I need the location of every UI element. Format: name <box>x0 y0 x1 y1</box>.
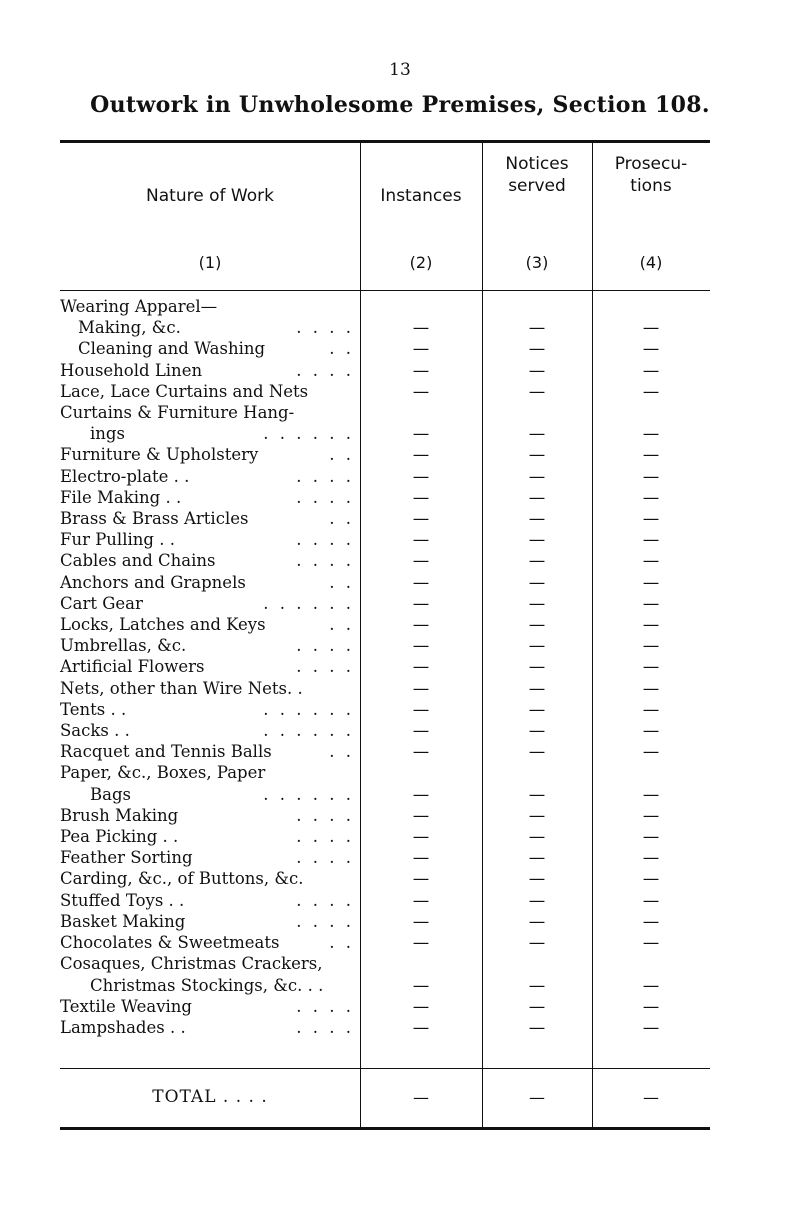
header-number: (3) <box>525 253 549 272</box>
leader-dots: . . . . <box>296 996 354 1016</box>
instances-cell: — <box>412 975 430 995</box>
instances-cell: — <box>412 721 430 741</box>
nature-of-work-text: Feather Sorting <box>60 848 193 868</box>
notices-cell: — <box>528 848 546 868</box>
nature-of-work-cell <box>60 593 360 614</box>
prosecutions-cell: — <box>642 657 660 677</box>
prosecutions-cell: — <box>642 572 660 592</box>
nature-of-work-cell <box>60 508 360 529</box>
instances-cell: — <box>412 636 430 656</box>
leader-dots: . . . . <box>296 911 354 931</box>
prosecutions-cell: — <box>642 424 660 444</box>
nature-of-work-cell <box>60 317 360 338</box>
notices-cell: — <box>528 933 546 953</box>
nature-of-work-text: Brush Making <box>60 805 179 825</box>
leader-dots: . . . . <box>296 318 354 338</box>
nature-of-work-cell <box>60 762 360 804</box>
instances-cell: — <box>412 657 430 677</box>
nature-of-work-cell <box>60 296 360 317</box>
instances-cell: — <box>412 615 430 635</box>
prosecutions-cell: — <box>642 466 660 486</box>
nature-of-work-text: Chocolates & Sweetmeats <box>60 933 280 953</box>
prosecutions-cell: — <box>642 636 660 656</box>
instances-cell: — <box>412 678 430 698</box>
prosecutions-cell: — <box>642 721 660 741</box>
notices-cell: — <box>528 784 546 804</box>
nature-of-work-cell <box>60 466 360 487</box>
header-instances <box>360 143 482 290</box>
notices-cell: — <box>528 890 546 910</box>
nature-of-work-text: Sacks . . <box>60 721 130 741</box>
nature-of-work-text: Tents . . <box>60 699 127 719</box>
table-body <box>60 296 710 1038</box>
prosecutions-cell: — <box>642 318 660 338</box>
table-row <box>60 466 710 487</box>
leader-dots: . . . . . . <box>263 424 354 444</box>
nature-of-work-cell <box>60 996 360 1017</box>
leader-dots: . . <box>329 339 354 359</box>
total-notices: — <box>529 1087 545 1107</box>
nature-of-work-cell <box>60 614 360 635</box>
notices-cell: — <box>528 699 546 719</box>
header-label <box>482 153 592 197</box>
notices-cell: — <box>528 996 546 1016</box>
notices-cell: — <box>528 509 546 529</box>
nature-of-work-text: Carding, &c., of Buttons, &c. <box>60 869 304 889</box>
notices-cell: — <box>528 381 546 401</box>
nature-of-work-cell <box>60 741 360 762</box>
prosecutions-cell: — <box>642 827 660 847</box>
nature-of-work-text: Anchors and Grapnels <box>60 572 246 592</box>
instances-cell: — <box>412 827 430 847</box>
leader-dots: . . . . . . <box>263 593 354 613</box>
nature-of-work-text: Basket Making <box>60 911 186 931</box>
leader-dots: . . . . . . <box>263 784 354 804</box>
nature-of-work-text: Furniture & Upholstery <box>60 445 259 465</box>
prosecutions-cell: — <box>642 551 660 571</box>
nature-of-work-cell <box>60 953 360 995</box>
nature-of-work-text: Paper, &c., Boxes, Paper <box>60 763 266 783</box>
header-notices-served <box>482 143 592 290</box>
header-label: Nature of Work <box>146 186 274 206</box>
nature-of-work-text-continued: Bags <box>90 784 131 804</box>
table-row <box>60 762 710 804</box>
nature-of-work-cell <box>60 360 360 381</box>
nature-of-work-cell <box>60 847 360 868</box>
nature-of-work-cell <box>60 635 360 656</box>
leader-dots: . . <box>329 572 354 592</box>
notices-cell: — <box>528 615 546 635</box>
notices-cell: — <box>528 445 546 465</box>
nature-of-work-text: Household Linen <box>60 360 203 380</box>
leader-dots: . . . . <box>296 890 354 910</box>
prosecutions-cell: — <box>642 615 660 635</box>
prosecutions-cell: — <box>642 445 660 465</box>
nature-of-work-text: Artificial Flowers <box>60 657 205 677</box>
prosecutions-cell: — <box>642 742 660 762</box>
table-row <box>60 678 710 699</box>
header-number: (1) <box>198 253 222 272</box>
instances-cell: — <box>412 848 430 868</box>
instances-cell: — <box>412 805 430 825</box>
header-number: (4) <box>639 253 663 272</box>
nature-of-work-cell <box>60 381 360 402</box>
leader-dots: . . . . <box>296 636 354 656</box>
total-instances: — <box>413 1087 429 1107</box>
notices-cell: — <box>528 360 546 380</box>
total-row <box>60 1070 710 1124</box>
table-row <box>60 550 710 571</box>
header-number: (2) <box>409 253 433 272</box>
table-row <box>60 529 710 550</box>
notices-cell: — <box>528 318 546 338</box>
instances-cell: — <box>412 699 430 719</box>
notices-cell: — <box>528 593 546 613</box>
leader-dots: . . . . . . <box>263 699 354 719</box>
table-row <box>60 635 710 656</box>
leader-dots: . . . . . . <box>263 721 354 741</box>
nature-of-work-text-continued: ings <box>90 424 125 444</box>
notices-cell: — <box>528 1017 546 1037</box>
instances-cell: — <box>412 890 430 910</box>
table-row <box>60 381 710 402</box>
prosecutions-cell: — <box>642 975 660 995</box>
instances-cell: — <box>412 509 430 529</box>
total-prosecutions: — <box>643 1087 659 1107</box>
table-row <box>60 953 710 995</box>
instances-cell: — <box>412 593 430 613</box>
nature-of-work-cell <box>60 890 360 911</box>
table-row <box>60 614 710 635</box>
outwork-table <box>60 140 710 1130</box>
instances-cell: — <box>412 360 430 380</box>
leader-dots: . . <box>329 742 354 762</box>
instances-cell: — <box>412 572 430 592</box>
prosecutions-cell: — <box>642 805 660 825</box>
prosecutions-cell: — <box>642 678 660 698</box>
instances-cell: — <box>412 339 430 359</box>
leader-dots: . . . . <box>296 1017 354 1037</box>
table-row <box>60 741 710 762</box>
table-row <box>60 868 710 889</box>
prosecutions-cell: — <box>642 848 660 868</box>
table-row <box>60 593 710 614</box>
nature-of-work-cell <box>60 911 360 932</box>
leader-dots: . . <box>329 445 354 465</box>
nature-of-work-text: Textile Weaving <box>60 996 192 1016</box>
table-row <box>60 572 710 593</box>
leader-dots: . . . . <box>296 487 354 507</box>
table-row <box>60 826 710 847</box>
nature-of-work-cell <box>60 402 360 444</box>
notices-cell: — <box>528 339 546 359</box>
notices-cell: — <box>528 551 546 571</box>
nature-of-work-cell <box>60 444 360 465</box>
table-row <box>60 699 710 720</box>
prosecutions-cell: — <box>642 890 660 910</box>
nature-of-work-text: Making, &c. <box>78 318 181 338</box>
leader-dots: . . <box>329 933 354 953</box>
nature-of-work-cell <box>60 1017 360 1038</box>
instances-cell: — <box>412 911 430 931</box>
nature-of-work-text: Lampshades . . <box>60 1017 186 1037</box>
notices-cell: — <box>528 742 546 762</box>
prosecutions-cell: — <box>642 933 660 953</box>
notices-cell: — <box>528 572 546 592</box>
nature-of-work-cell <box>60 656 360 677</box>
page-number: 13 <box>389 60 411 80</box>
leader-dots: . . <box>329 615 354 635</box>
notices-cell: — <box>528 975 546 995</box>
prosecutions-cell: — <box>642 509 660 529</box>
table-row <box>60 890 710 911</box>
instances-cell: — <box>412 742 430 762</box>
table-row <box>60 296 710 317</box>
instances-cell: — <box>412 869 430 889</box>
nature-of-work-text: Brass & Brass Articles <box>60 509 249 529</box>
prosecutions-cell: — <box>642 996 660 1016</box>
leader-dots: . . . . <box>296 657 354 677</box>
table-row <box>60 932 710 953</box>
prosecutions-cell: — <box>642 784 660 804</box>
table-row <box>60 805 710 826</box>
leader-dots: . . . . <box>296 466 354 486</box>
table-row <box>60 317 710 338</box>
prosecutions-cell: — <box>642 339 660 359</box>
table-row <box>60 1017 710 1038</box>
table-row <box>60 402 710 444</box>
nature-of-work-cell <box>60 720 360 741</box>
leader-dots: . . . . <box>296 530 354 550</box>
header-prosecutions <box>592 143 710 290</box>
notices-cell: — <box>528 827 546 847</box>
nature-of-work-cell <box>60 338 360 359</box>
leader-dots: . . . . <box>296 360 354 380</box>
nature-of-work-cell <box>60 550 360 571</box>
total-label: TOTAL . . . . <box>152 1087 268 1107</box>
leader-dots: . . . . <box>296 827 354 847</box>
nature-of-work-cell <box>60 932 360 953</box>
instances-cell: — <box>412 487 430 507</box>
notices-cell: — <box>528 636 546 656</box>
table-row <box>60 360 710 381</box>
table-row <box>60 508 710 529</box>
table-row <box>60 720 710 741</box>
table-row <box>60 338 710 359</box>
prosecutions-cell: — <box>642 381 660 401</box>
header-label <box>592 153 710 197</box>
page-title: Outwork in Unwholesome Premises, Section 108. <box>90 92 710 118</box>
nature-of-work-text: Cables and Chains <box>60 551 216 571</box>
nature-of-work-text: Nets, other than Wire Nets. . <box>60 678 303 698</box>
table-row <box>60 487 710 508</box>
leader-dots: . . . . <box>296 805 354 825</box>
instances-cell: — <box>412 996 430 1016</box>
notices-cell: — <box>528 466 546 486</box>
prosecutions-cell: — <box>642 869 660 889</box>
prosecutions-cell: — <box>642 487 660 507</box>
prosecutions-cell: — <box>642 1017 660 1037</box>
notices-cell: — <box>528 721 546 741</box>
nature-of-work-text: Cleaning and Washing <box>78 339 266 359</box>
nature-of-work-cell <box>60 868 360 889</box>
nature-of-work-cell <box>60 572 360 593</box>
nature-of-work-text: Curtains & Furniture Hang- <box>60 403 295 423</box>
header-rule <box>60 290 710 291</box>
header-label-line: tions <box>630 176 672 196</box>
table-row <box>60 656 710 677</box>
header-label-line: served <box>508 176 566 196</box>
nature-of-work-text: Wearing Apparel— <box>60 297 218 316</box>
header-label: Instances <box>380 186 462 206</box>
nature-of-work-cell <box>60 699 360 720</box>
total-rule <box>60 1068 710 1069</box>
notices-cell: — <box>528 530 546 550</box>
table-row <box>60 996 710 1017</box>
nature-of-work-text: Racquet and Tennis Balls <box>60 742 272 762</box>
notices-cell: — <box>528 487 546 507</box>
table-row <box>60 847 710 868</box>
notices-cell: — <box>528 869 546 889</box>
instances-cell: — <box>412 551 430 571</box>
nature-of-work-text: Stuffed Toys . . <box>60 890 185 910</box>
instances-cell: — <box>412 466 430 486</box>
instances-cell: — <box>412 381 430 401</box>
nature-of-work-text: Pea Picking . . <box>60 827 179 847</box>
instances-cell: — <box>412 784 430 804</box>
instances-cell: — <box>412 530 430 550</box>
instances-cell: — <box>412 445 430 465</box>
nature-of-work-text: Electro-plate . . <box>60 466 190 486</box>
instances-cell: — <box>412 933 430 953</box>
nature-of-work-cell <box>60 529 360 550</box>
notices-cell: — <box>528 678 546 698</box>
nature-of-work-cell <box>60 678 360 699</box>
header-label-line: Prosecu- <box>614 154 688 174</box>
nature-of-work-cell <box>60 487 360 508</box>
nature-of-work-cell <box>60 826 360 847</box>
nature-of-work-text: Locks, Latches and Keys <box>60 615 266 635</box>
leader-dots: . . . . <box>296 848 354 868</box>
prosecutions-cell: — <box>642 593 660 613</box>
notices-cell: — <box>528 805 546 825</box>
nature-of-work-text: Umbrellas, &c. <box>60 636 187 656</box>
instances-cell: — <box>412 1017 430 1037</box>
notices-cell: — <box>528 657 546 677</box>
prosecutions-cell: — <box>642 530 660 550</box>
nature-of-work-text: Cosaques, Christmas Crackers, <box>60 954 323 974</box>
nature-of-work-cell <box>60 805 360 826</box>
nature-of-work-text: Lace, Lace Curtains and Nets <box>60 381 309 401</box>
instances-cell: — <box>412 318 430 338</box>
notices-cell: — <box>528 424 546 444</box>
prosecutions-cell: — <box>642 360 660 380</box>
nature-of-work-text-continued: Christmas Stockings, &c. . . <box>90 975 324 995</box>
header-nature-of-work <box>60 143 360 290</box>
prosecutions-cell: — <box>642 911 660 931</box>
instances-cell: — <box>412 424 430 444</box>
leader-dots: . . <box>329 509 354 529</box>
header-label-line: Notices <box>505 154 569 174</box>
leader-dots: . . . . <box>296 551 354 571</box>
notices-cell: — <box>528 911 546 931</box>
nature-of-work-text: Cart Gear <box>60 593 143 613</box>
table-row <box>60 444 710 465</box>
prosecutions-cell: — <box>642 699 660 719</box>
table-row <box>60 911 710 932</box>
nature-of-work-text: File Making . . <box>60 487 182 507</box>
nature-of-work-text: Fur Pulling . . <box>60 530 175 550</box>
